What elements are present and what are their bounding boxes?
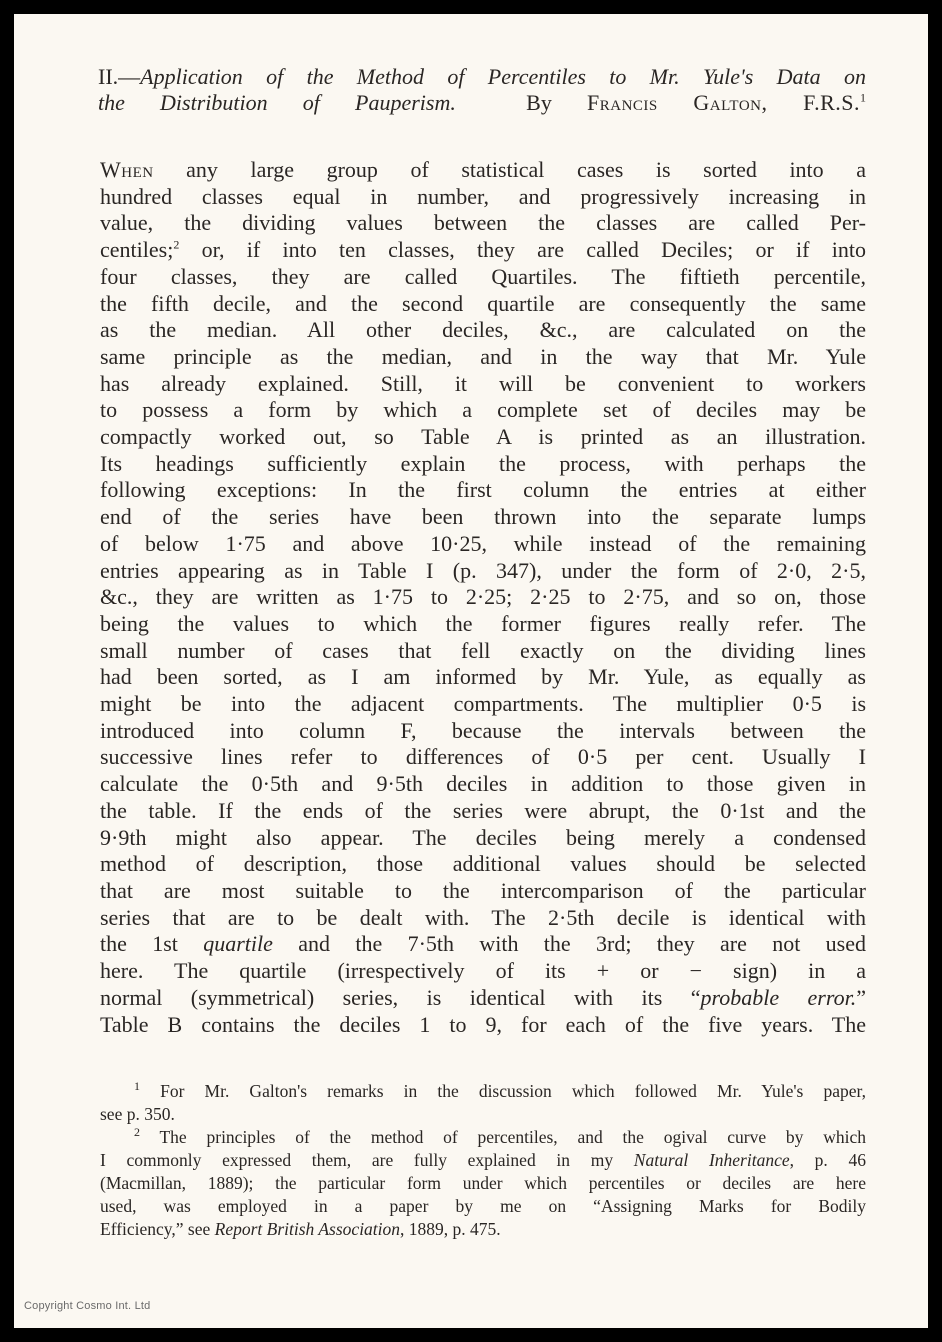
body-line-17: &c., they are written as 1·75 to 2·25; 2·25 to 2·75, and so on, those	[100, 584, 866, 610]
body-line-28: that are most suitable to the intercomparison of the particular	[100, 877, 866, 903]
emphasis-quartile: quartile	[203, 931, 273, 957]
body-line-1: When any large group of statistical cases is sorted into a	[100, 157, 866, 182]
footnote-2-line-1: $^2$ The principles of the method of percentiles, and the ogival curve by which	[134, 1125, 866, 1147]
footnote-2-line-5: Efficiency,” see Report British Association, 1889, p. 475.	[100, 1219, 501, 1239]
body-line-7: as the median. All other deciles, &c., are calculated on the	[100, 317, 866, 343]
body-line-23: successive lines refer to differences of 0·5 per cent. Usually I	[100, 744, 866, 770]
body-line-18: being the values to which the former figures really refer. The	[100, 610, 866, 636]
body-paragraph	[100, 157, 866, 1038]
title-author: Francis Galton, F.R.S.	[587, 90, 861, 115]
body-line-21: might be into the adjacent compartments. The multiplier 0·5 is	[100, 691, 866, 717]
title-part-2: the Distribution of Pauperism.	[98, 90, 456, 115]
body-line-9: has already explained. Still, it will be convenient to workers	[100, 370, 866, 396]
body-line-27: method of description, those additional values should be selected	[100, 851, 866, 877]
body-line-3: value, the dividing values between the classes are called Per-	[100, 210, 866, 236]
footnote-2-book-title: Natural Inheritance	[633, 1150, 790, 1170]
body-line-33: Table B contains the deciles 1 to 9, for each of the five years. The	[100, 1011, 866, 1037]
body-line-14: end of the series have been thrown into the separate lumps	[100, 504, 866, 530]
body-line-13: following exceptions: In the first column the entries at either	[100, 477, 866, 503]
body-line-25: the table. If the ends of the series were abrupt, the 0·1st and the	[100, 797, 866, 823]
body-line-16: entries appearing as in Table I (p. 347), under the form of 2·0, 2·5,	[100, 557, 866, 583]
body-line-15: of below 1·75 and above 10·25, while instead of the remaining	[100, 530, 866, 556]
body-footnote-ref-2: 2	[173, 237, 180, 252]
body-line-5: four classes, they are called Quartiles. The fiftieth percentile,	[100, 263, 866, 289]
footnotes	[100, 1080, 866, 1241]
body-line-4: centiles;$^2$ or, if into ten classes, they are called Deciles; or if into	[100, 237, 866, 263]
body-line-8: same principle as the median, and in the way that Mr. Yule	[100, 343, 866, 369]
footnote-2-line-3: (Macmillan, 1889); the particular form under which percentiles or deciles are here	[100, 1173, 866, 1193]
body-dropcap: When	[100, 157, 154, 182]
body-line-10: to possess a form by which a complete set of deciles may be	[100, 397, 866, 423]
copyright-notice: Copyright Cosmo Int. Ltd	[24, 1300, 151, 1312]
body-line-20: had been sorted, as I am informed by Mr. Yule, as equally as	[100, 664, 866, 690]
title-footnote-ref: 1	[860, 90, 867, 105]
body-line-2: hundred classes equal in number, and progressively increasing in	[100, 183, 866, 209]
footnote-2-line-4: used, was employed in a paper by me on “Assigning Marks for Bodily	[100, 1196, 866, 1216]
body-line-30: the 1st quartile and the 7·5th with the 3rd; they are not used	[100, 931, 866, 957]
title-part-1: Application of the Method of Percentiles to Mr. Yule's Data on	[140, 64, 866, 89]
footnote-1-mark: 1	[134, 1079, 140, 1094]
footnote-2-line-2: I commonly expressed them, are fully explained in my Natural Inheritance, p. 46	[100, 1150, 867, 1170]
article-title	[98, 64, 866, 116]
footnote-1-line-1: $^1$ For Mr. Galton's remarks in the discussion which followed Mr. Yule's paper,	[134, 1079, 866, 1101]
title-line-2	[98, 90, 866, 116]
body-line-11: compactly worked out, so Table A is printed as an illustration.	[100, 424, 866, 450]
body-line-6: the fifth decile, and the second quartile are consequently the same	[100, 290, 866, 316]
emphasis-probable-error: probable error.	[700, 984, 857, 1010]
title-numeral: II.—	[98, 64, 141, 89]
body-line-19: small number of cases that fell exactly on the dividing lines	[100, 637, 866, 663]
body-line-32: normal (symmetrical) series, is identical with its “probable error.”	[100, 984, 866, 1010]
footnote-2-mark: 2	[134, 1125, 140, 1140]
body-line-24: calculate the 0·5th and 9·5th deciles in addition to those given in	[100, 771, 866, 797]
footnote-1-line-2: see p. 350.	[100, 1104, 175, 1124]
title-by: By	[526, 90, 552, 115]
footnote-2-report-title: Report British Association	[214, 1219, 401, 1239]
body-line-31: here. The quartile (irrespectively of its + or − sign) in a	[100, 958, 866, 984]
body-line-26: 9·9th might also appear. The deciles being merely a condensed	[100, 824, 866, 850]
body-line-22: introduced into column F, because the intervals between the	[100, 717, 866, 743]
body-line-12: Its headings sufficiently explain the process, with perhaps the	[100, 450, 866, 476]
body-line-29: series that are to be dealt with. The 2·5th decile is identical with	[100, 904, 866, 930]
